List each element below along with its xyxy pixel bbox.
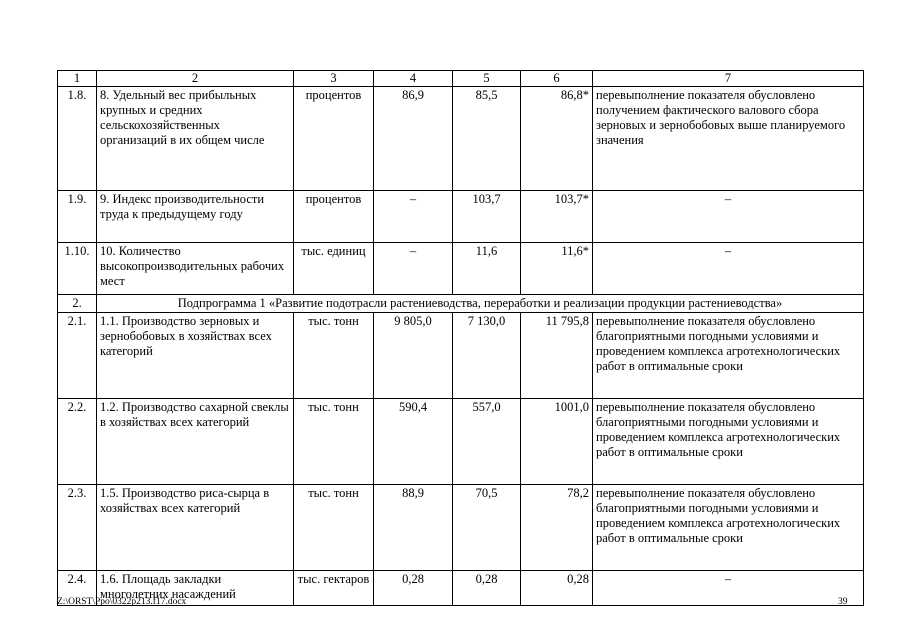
row-number-cell: 2.2. [58, 399, 97, 485]
table-row [58, 243, 864, 295]
unit-cell: тыс. тонн [294, 313, 374, 399]
header-cell: 4 [374, 71, 453, 87]
subprogram-title: Подпрограмма 1 «Развитие подотрасли растениеводства, переработки и реализации продукции растениеводства» [97, 295, 864, 313]
value-cell: 590,4 [374, 399, 453, 485]
note-cell: перевыполнение показателя обусловлено благоприятными погодными условиями и проведением комплекса агротехнологических работ в оптимальные сроки [593, 313, 864, 399]
indicator-name-cell: 1.6. Площадь закладки многолетних насаждений [97, 571, 294, 606]
value-cell: – [374, 191, 453, 243]
value-cell: 0,28 [374, 571, 453, 606]
unit-cell: тыс. гектаров [294, 571, 374, 606]
value-cell: 88,9 [374, 485, 453, 571]
row-number-cell: 2.1. [58, 313, 97, 399]
header-cell: 6 [521, 71, 593, 87]
value-cell: 11,6 [453, 243, 521, 295]
value-cell: 0,28 [521, 571, 593, 606]
row-number-cell: 1.8. [58, 87, 97, 191]
row-number-cell: 2. [58, 295, 97, 313]
value-cell: 103,7* [521, 191, 593, 243]
note-cell: – [593, 191, 864, 243]
header-cell: 3 [294, 71, 374, 87]
value-cell: 86,9 [374, 87, 453, 191]
indicator-name-cell: 8. Удельный вес прибыльных крупных и средних сельскохозяйственных организаций в их общем числе [97, 87, 294, 191]
indicator-name-cell: 9. Индекс производительности труда к предыдущему году [97, 191, 294, 243]
unit-cell: тыс. единиц [294, 243, 374, 295]
row-number-cell: 1.9. [58, 191, 97, 243]
value-cell: 11 795,8 [521, 313, 593, 399]
row-number-cell: 2.4. [58, 571, 97, 606]
row-number-cell: 2.3. [58, 485, 97, 571]
indicator-name-cell: 1.1. Производство зерновых и зернобобовых в хозяйствах всех категорий [97, 313, 294, 399]
note-cell: перевыполнение показателя обусловлено получением фактического валового сбора зерновых и зернобобовых выше планируемого значения [593, 87, 864, 191]
value-cell: 70,5 [453, 485, 521, 571]
subprogram-row [58, 295, 864, 313]
indicator-name-cell: 1.5. Производство риса-сырца в хозяйствах всех категорий [97, 485, 294, 571]
unit-cell: процентов [294, 191, 374, 243]
table-row [58, 399, 864, 485]
header-cell: 5 [453, 71, 521, 87]
page-number: 39 [838, 597, 848, 607]
value-cell: 11,6* [521, 243, 593, 295]
header-cell: 2 [97, 71, 294, 87]
value-cell: 86,8* [521, 87, 593, 191]
indicator-name-cell: 10. Количество высокопроизводительных рабочих мест [97, 243, 294, 295]
value-cell: 103,7 [453, 191, 521, 243]
note-cell: – [593, 243, 864, 295]
file-path-footer: Z:\ORST\Ppo\0322p213.f17.docx [57, 597, 187, 607]
column-number-row [58, 71, 864, 87]
note-cell: – [593, 571, 864, 606]
indicators-table [57, 70, 864, 606]
table-row [58, 191, 864, 243]
value-cell: – [374, 243, 453, 295]
unit-cell: тыс. тонн [294, 485, 374, 571]
value-cell: 0,28 [453, 571, 521, 606]
value-cell: 7 130,0 [453, 313, 521, 399]
value-cell: 78,2 [521, 485, 593, 571]
row-number-cell: 1.10. [58, 243, 97, 295]
header-cell: 1 [58, 71, 97, 87]
unit-cell: процентов [294, 87, 374, 191]
value-cell: 557,0 [453, 399, 521, 485]
note-cell: перевыполнение показателя обусловлено благоприятными погодными условиями и проведением комплекса агротехнологических работ в оптимальные сроки [593, 399, 864, 485]
note-cell: перевыполнение показателя обусловлено благоприятными погодными условиями и проведением комплекса агротехнологических работ в оптимальные сроки [593, 485, 864, 571]
indicator-name-cell: 1.2. Производство сахарной свеклы в хозяйствах всех категорий [97, 399, 294, 485]
table-row [58, 87, 864, 191]
unit-cell: тыс. тонн [294, 399, 374, 485]
header-cell: 7 [593, 71, 864, 87]
table-body [58, 71, 864, 606]
table-row [58, 313, 864, 399]
value-cell: 9 805,0 [374, 313, 453, 399]
value-cell: 85,5 [453, 87, 521, 191]
value-cell: 1001,0 [521, 399, 593, 485]
table-row [58, 485, 864, 571]
